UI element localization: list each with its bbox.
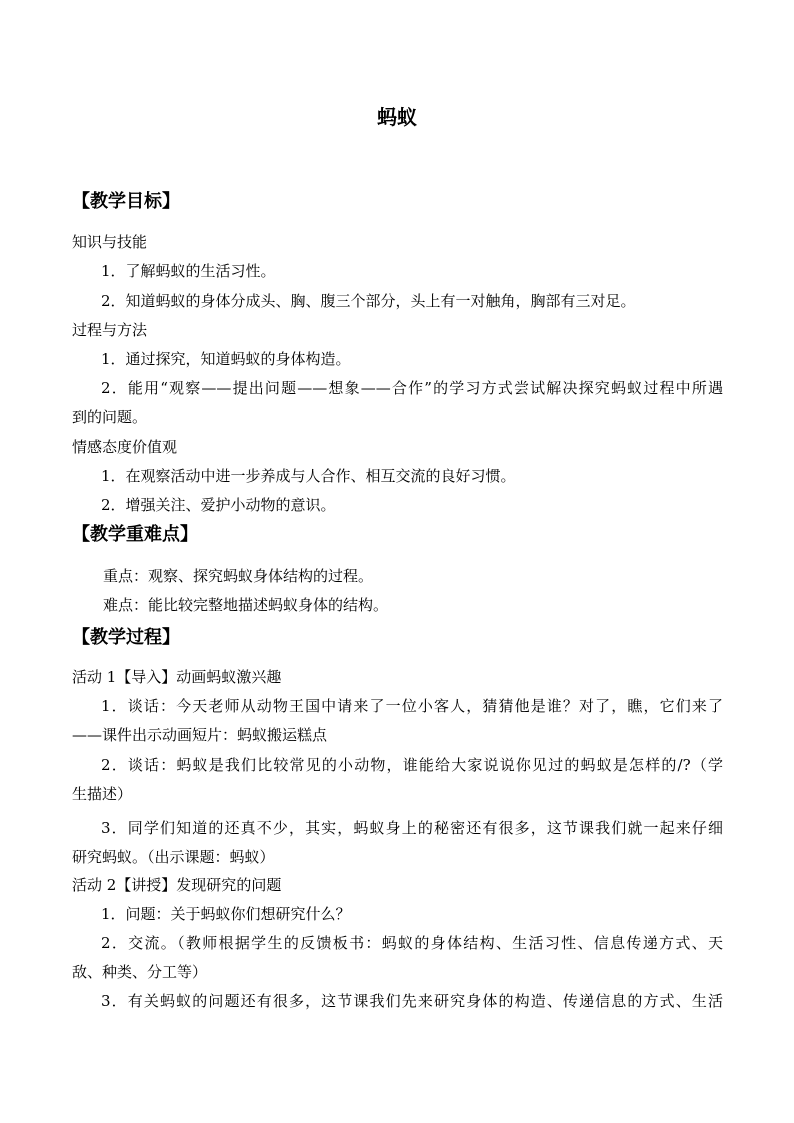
- activity-1-line-1: 1．谈话：今天老师从动物王国中请来了一位小客人，猜猜他是谁？对了，瞧，它们来了: [101, 697, 723, 715]
- activity-1-line-3: 2．谈话：蚂蚁是我们比较常见的小动物，谁能给大家说说你见过的蚂蚁是怎样的/?（学: [101, 756, 723, 774]
- section-heading-process: 【教学过程】: [72, 627, 180, 648]
- goal-emotion-item-1: 1．在观察活动中进一步养成与人合作、相互交流的良好习惯。: [101, 467, 516, 485]
- keypoint-focus: 重点：观察、探究蚂蚁身体结构的过程。: [103, 567, 374, 585]
- activity-1-line-4: 生描述）: [72, 785, 133, 803]
- section-heading-goals: 【教学目标】: [72, 191, 180, 212]
- activity-2-line-1: 1．问题：关于蚂蚁你们想研究什么？: [101, 905, 351, 923]
- keypoint-difficulty: 难点：能比较完整地描述蚂蚁身体的结构。: [103, 596, 389, 614]
- page-title: 蚂蚁: [377, 105, 417, 129]
- activity-2-line-4: 3．有关蚂蚁的问题还有很多，这节课我们先来研究身体的构造、传递信息的方式、生活: [101, 992, 723, 1010]
- goal-emotion-item-2: 2．增强关注、爱护小动物的意识。: [101, 496, 336, 514]
- activity-1-line-2: ——课件出示动画短片：蚂蚁搬运糕点: [72, 726, 328, 744]
- activity-2-line-3: 敌、种类、分工等）: [72, 963, 208, 981]
- activity-2-line-2: 2．交流。（教师根据学生的反馈板书：蚂蚁的身体结构、生活习性、信息传递方式、天: [101, 934, 723, 952]
- goal-process-item-1: 1．通过探究，知道蚂蚁的身体构造。: [101, 350, 351, 368]
- activity-2-title: 活动 2【讲授】发现研究的问题: [72, 876, 282, 894]
- goal-process-item-2: 2．能用“观察——提出问题——想象——合作”的学习方式尝试解决探究蚂蚁过程中所遇: [101, 379, 723, 397]
- activity-1-line-6: 研究蚂蚁。（出示课题：蚂蚁）: [72, 848, 275, 866]
- subheading-emotion: 情感态度价值观: [72, 438, 178, 456]
- subheading-knowledge: 知识与技能: [72, 233, 148, 251]
- section-heading-keypoints: 【教学重难点】: [72, 524, 198, 545]
- goal-knowledge-item-1: 1．了解蚂蚁的生活习性。: [101, 262, 276, 280]
- activity-1-line-5: 3．同学们知道的还真不少，其实，蚂蚁身上的秘密还有很多，这节课我们就一起来仔细: [101, 819, 723, 837]
- goal-process-item-2-cont: 到的问题。: [72, 408, 148, 426]
- subheading-process: 过程与方法: [72, 321, 148, 339]
- activity-1-title: 活动 1【导入】动画蚂蚁激兴趣: [72, 668, 282, 686]
- goal-knowledge-item-2: 2．知道蚂蚁的身体分成头、胸、腹三个部分，头上有一对触角，胸部有三对足。: [101, 292, 636, 310]
